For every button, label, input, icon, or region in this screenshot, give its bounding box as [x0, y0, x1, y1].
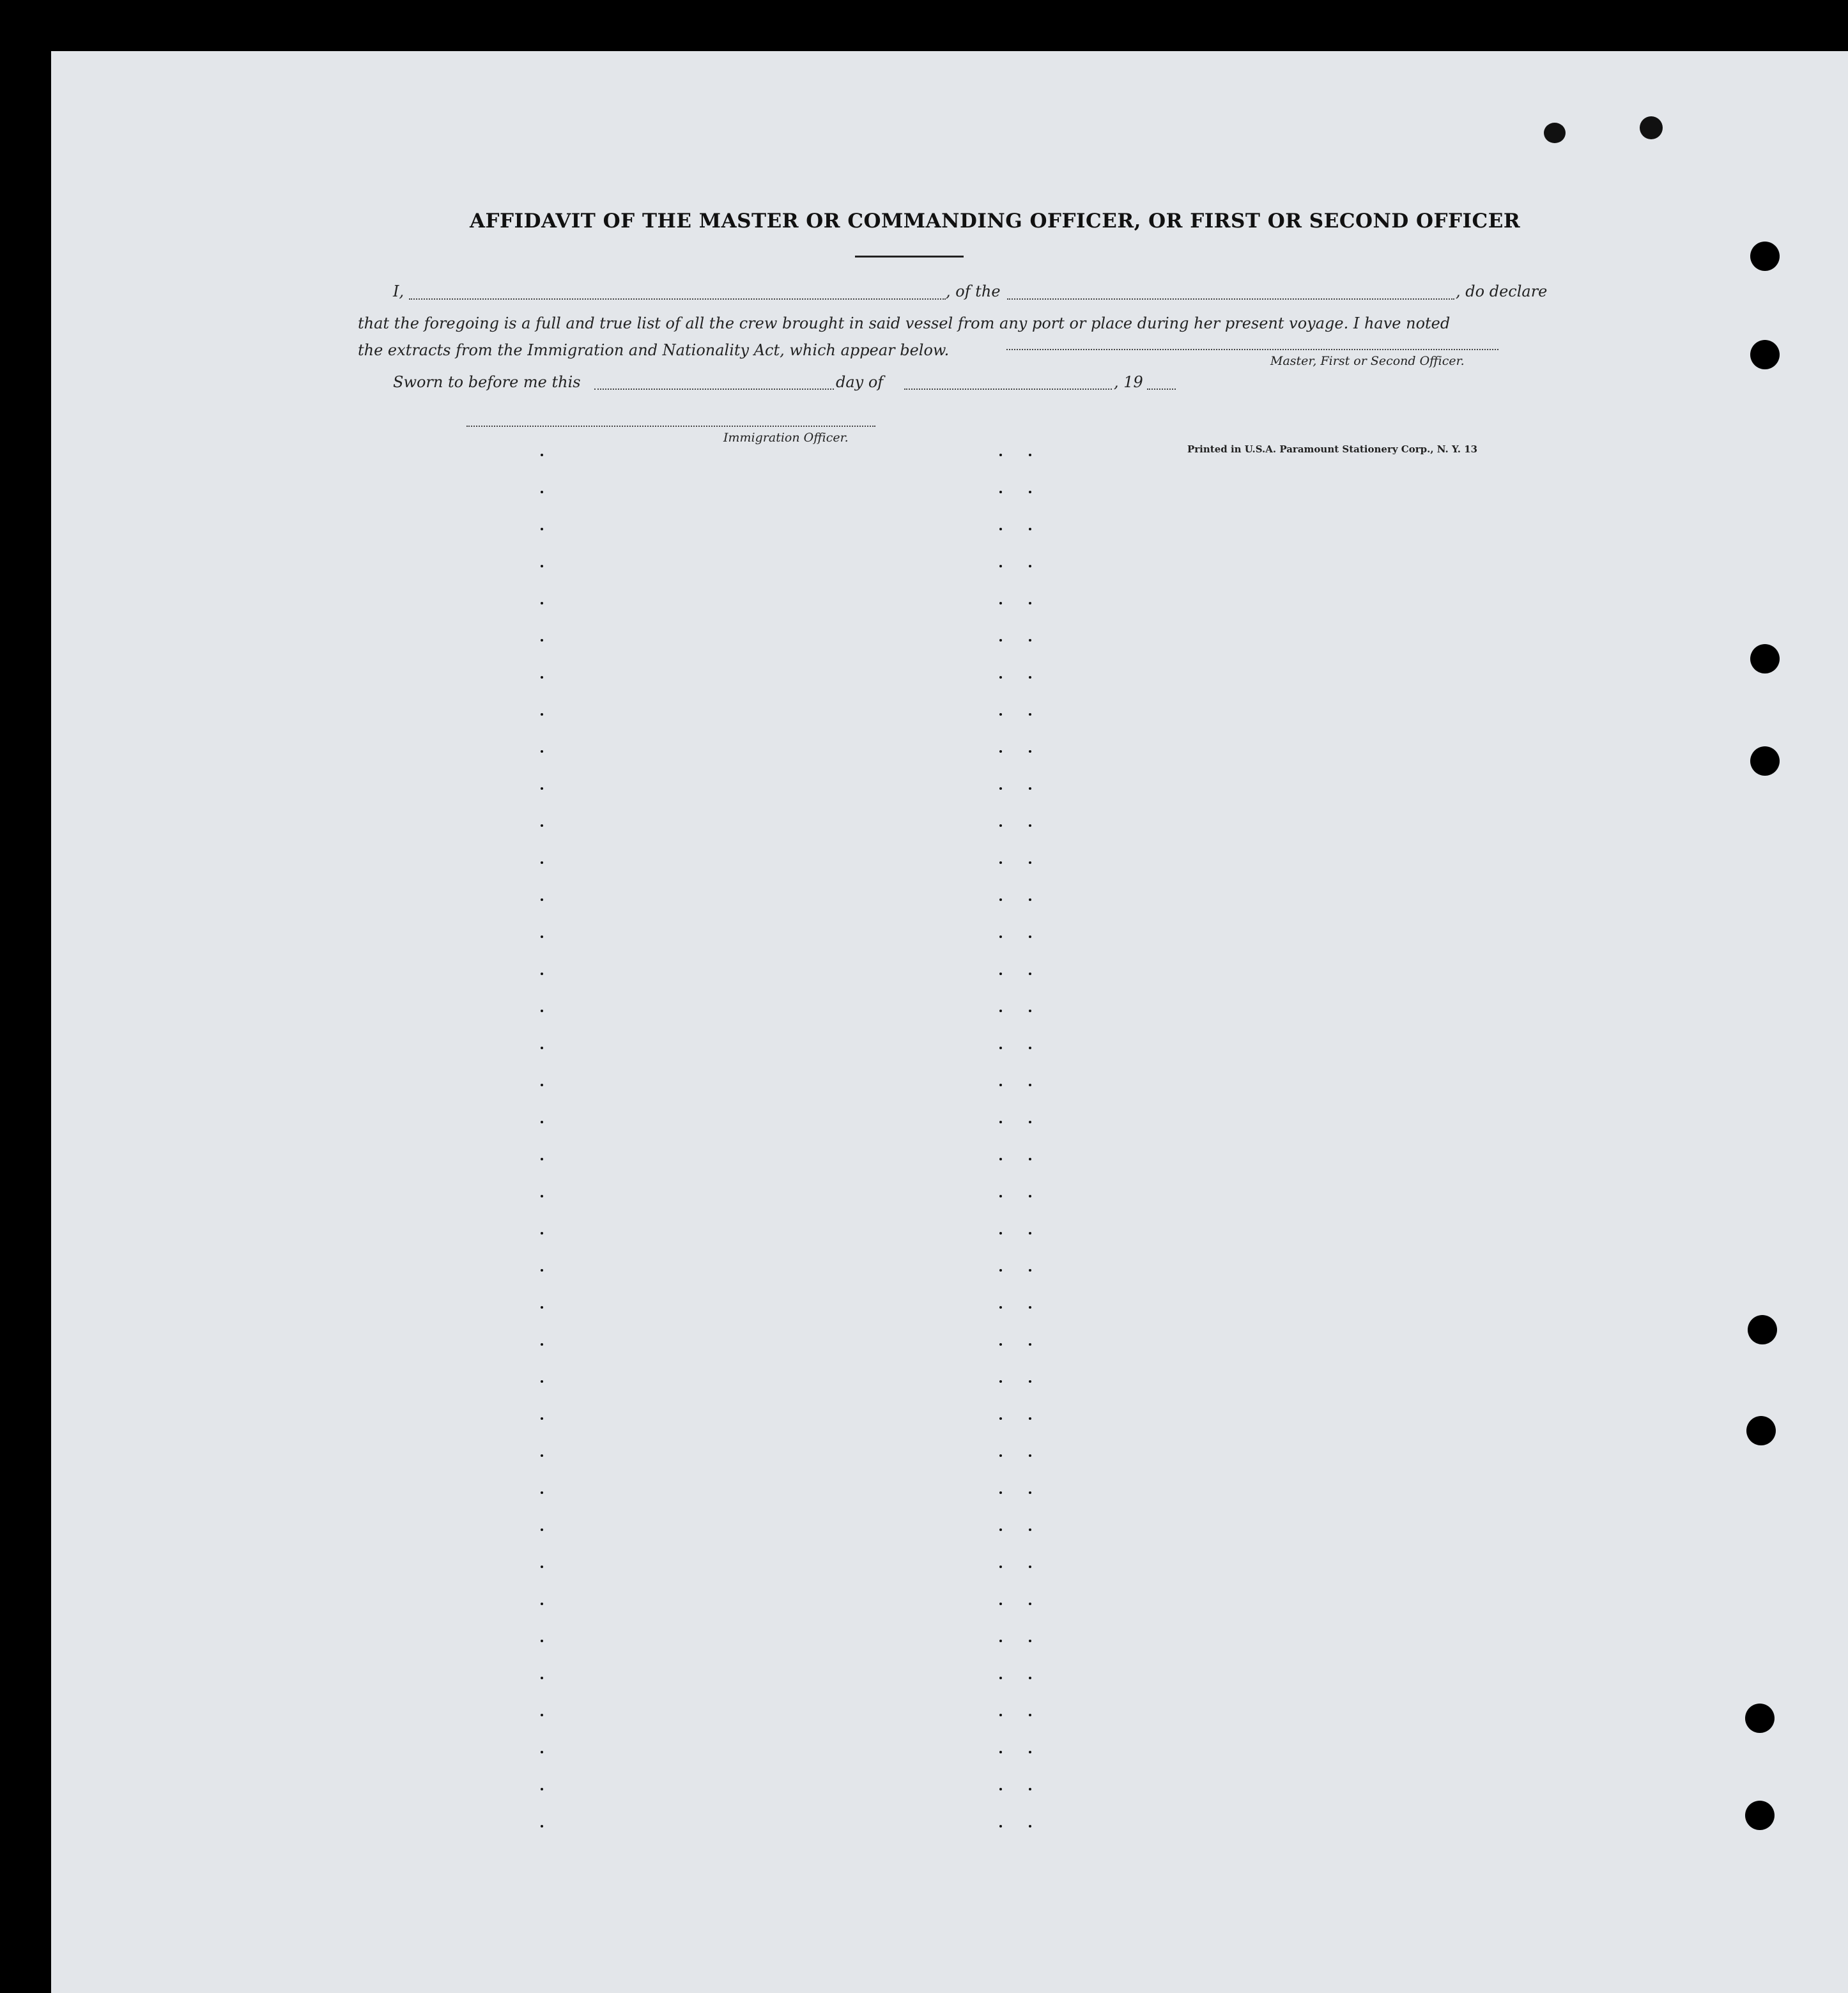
dot-mark — [999, 861, 1002, 864]
dot-mark — [541, 528, 543, 530]
dot-mark — [999, 1232, 1002, 1235]
dot-mark — [1029, 602, 1031, 604]
dot-mark — [999, 1158, 1002, 1160]
dot-mark — [541, 787, 543, 790]
dot-mark — [541, 898, 543, 901]
line1-i: I, — [393, 282, 404, 300]
dot-mark — [999, 528, 1002, 530]
binder-hole — [1748, 1315, 1777, 1344]
dot-mark — [541, 1825, 543, 1828]
name-field[interactable] — [409, 298, 946, 300]
dot-mark — [1029, 565, 1031, 567]
binder-hole — [1750, 340, 1780, 369]
dot-mark — [541, 1343, 543, 1346]
dot-mark — [541, 1528, 543, 1531]
dot-mark — [999, 1788, 1002, 1790]
dot-mark — [541, 861, 543, 864]
dot-mark — [541, 1640, 543, 1642]
dot-mark — [999, 1380, 1002, 1383]
title-underline — [855, 256, 964, 258]
dot-mark — [999, 565, 1002, 567]
dot-mark — [1029, 1047, 1031, 1049]
dot-mark — [1029, 713, 1031, 716]
affidavit-title: AFFIDAVIT OF THE MASTER OR COMMANDING OFFICER, OR FIRST OR SECOND OFFICER — [470, 210, 1521, 233]
binder-hole — [1745, 1704, 1775, 1733]
dot-mark — [1029, 1528, 1031, 1531]
dot-mark — [999, 676, 1002, 679]
dot-mark — [999, 1084, 1002, 1086]
dot-mark — [999, 1640, 1002, 1642]
dot-mark — [999, 1751, 1002, 1753]
dot-mark — [999, 1566, 1002, 1568]
dot-mark — [1029, 1380, 1031, 1383]
dot-mark — [541, 1566, 543, 1568]
dot-mark — [1029, 1788, 1031, 1790]
dot-mark — [541, 565, 543, 567]
dot-mark — [1029, 1343, 1031, 1346]
dot-mark — [999, 1677, 1002, 1679]
dot-mark — [541, 1232, 543, 1235]
dot-mark — [541, 1269, 543, 1272]
line1-of-the: , of the — [946, 282, 1001, 300]
dot-mark — [1029, 1010, 1031, 1012]
dot-mark — [999, 1714, 1002, 1716]
dot-mark — [1029, 861, 1031, 864]
dot-mark — [541, 973, 543, 975]
dot-mark — [1029, 824, 1031, 827]
ink-blot — [1640, 116, 1663, 139]
dot-mark — [999, 454, 1002, 456]
master-label: Master, First or Second Officer. — [1270, 354, 1465, 368]
sworn-label: Sworn to before me this — [393, 373, 581, 391]
dot-mark — [1029, 1158, 1031, 1160]
dot-mark — [999, 824, 1002, 827]
dot-mark — [541, 1788, 543, 1790]
dot-mark — [541, 935, 543, 938]
dot-mark — [999, 1491, 1002, 1494]
dot-mark — [999, 639, 1002, 642]
dot-mark — [1029, 491, 1031, 493]
dot-mark — [999, 1010, 1002, 1012]
dot-mark — [541, 750, 543, 753]
dot-mark — [999, 1121, 1002, 1123]
dot-mark — [999, 935, 1002, 938]
master-signature-line-main[interactable] — [1006, 349, 1498, 350]
dot-mark — [541, 602, 543, 604]
dot-mark — [1029, 1603, 1031, 1605]
dot-mark — [999, 1603, 1002, 1605]
dot-mark — [999, 787, 1002, 790]
dot-mark — [541, 1195, 543, 1197]
dot-mark — [541, 1306, 543, 1309]
dot-mark — [541, 1417, 543, 1420]
binder-hole — [1750, 242, 1780, 271]
dot-mark — [1029, 676, 1031, 679]
binder-hole — [1750, 644, 1780, 673]
dot-mark — [999, 1454, 1002, 1457]
dot-mark — [999, 1306, 1002, 1309]
dot-mark — [541, 491, 543, 493]
dot-mark — [999, 713, 1002, 716]
dot-mark — [541, 1603, 543, 1605]
sworn-month-field[interactable] — [904, 389, 1112, 390]
dot-mark — [541, 824, 543, 827]
dot-mark — [541, 1010, 543, 1012]
dot-mark — [1029, 750, 1031, 753]
dot-mark — [999, 1047, 1002, 1049]
dot-mark — [1029, 1566, 1031, 1568]
dot-mark — [541, 1677, 543, 1679]
dot-mark — [1029, 1121, 1031, 1123]
dot-mark — [1029, 898, 1031, 901]
dot-mark — [1029, 1751, 1031, 1753]
dot-mark — [541, 676, 543, 679]
dot-mark — [1029, 1491, 1031, 1494]
dot-mark — [999, 1528, 1002, 1531]
binder-hole — [1745, 1801, 1775, 1830]
dot-mark — [999, 1417, 1002, 1420]
dot-mark — [541, 1380, 543, 1383]
dot-mark — [1029, 1232, 1031, 1235]
dot-mark — [999, 973, 1002, 975]
dot-mark — [1029, 1195, 1031, 1197]
immigration-officer-signature[interactable] — [466, 426, 875, 427]
dot-mark — [541, 1121, 543, 1123]
dot-mark — [1029, 1454, 1031, 1457]
day-of-label: day of — [836, 373, 884, 391]
dot-mark — [1029, 1825, 1031, 1828]
immigration-officer-label: Immigration Officer. — [723, 431, 849, 445]
vessel-field[interactable] — [1007, 298, 1454, 300]
dot-mark — [541, 454, 543, 456]
document-page — [51, 51, 1848, 1993]
sworn-day-field[interactable] — [594, 389, 834, 390]
sworn-year-field[interactable] — [1147, 389, 1176, 390]
binder-hole — [1750, 746, 1780, 776]
dot-mark — [541, 1158, 543, 1160]
dot-mark — [541, 1047, 543, 1049]
dot-mark — [1029, 1084, 1031, 1086]
declaration-line3: the extracts from the Immigration and Nationality Act, which appear below. — [358, 341, 950, 359]
dot-mark — [541, 713, 543, 716]
dot-mark — [999, 1195, 1002, 1197]
dot-mark — [541, 1084, 543, 1086]
dot-mark — [541, 1454, 543, 1457]
dot-mark — [999, 898, 1002, 901]
dot-mark — [541, 1751, 543, 1753]
dot-mark — [1029, 528, 1031, 530]
dot-mark — [999, 491, 1002, 493]
binder-hole — [1746, 1416, 1776, 1445]
dot-mark — [541, 1491, 543, 1494]
dot-mark — [1029, 1714, 1031, 1716]
dot-mark — [1029, 787, 1031, 790]
ink-blot — [1544, 123, 1566, 143]
dot-mark — [999, 1343, 1002, 1346]
dot-mark — [999, 750, 1002, 753]
declaration-line2: that the foregoing is a full and true list of all the crew brought in said vessel from any port or place during her present voyage. I have noted — [358, 314, 1451, 332]
printer-imprint: Printed in U.S.A. Paramount Stationery Corp., N. Y. 13 — [1187, 443, 1478, 455]
dot-mark — [1029, 1417, 1031, 1420]
dot-mark — [999, 602, 1002, 604]
dot-mark — [1029, 1269, 1031, 1272]
dot-mark — [1029, 639, 1031, 642]
line1-do-declare: , do declare — [1456, 282, 1548, 300]
dot-mark — [1029, 973, 1031, 975]
dot-mark — [1029, 1306, 1031, 1309]
dot-mark — [999, 1269, 1002, 1272]
dot-mark — [541, 1714, 543, 1716]
year-label: , 19 — [1114, 373, 1143, 391]
dot-mark — [1029, 935, 1031, 938]
dot-mark — [541, 639, 543, 642]
dot-mark — [999, 1825, 1002, 1828]
dot-mark — [1029, 1640, 1031, 1642]
dot-mark — [1029, 454, 1031, 456]
dot-mark — [1029, 1677, 1031, 1679]
